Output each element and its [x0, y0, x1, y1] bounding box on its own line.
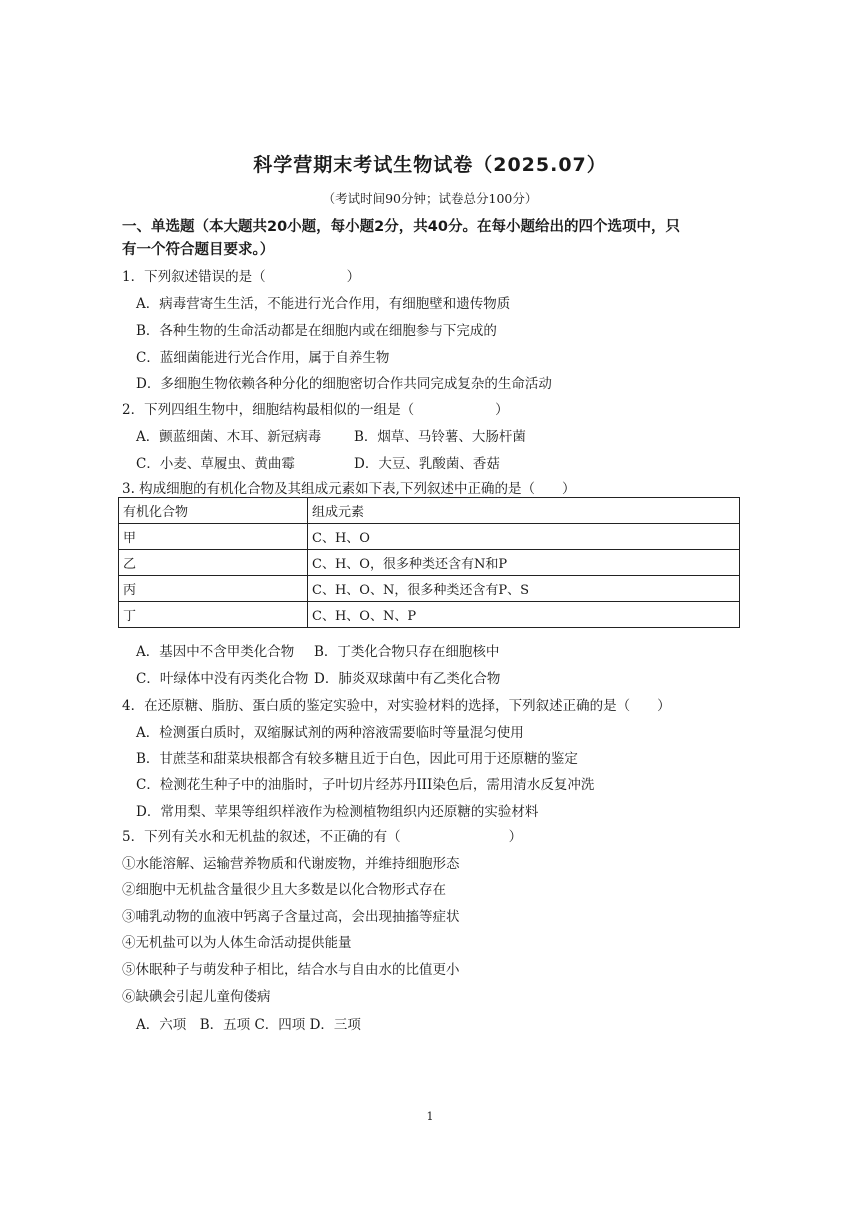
- page-number: 1: [426, 1110, 434, 1123]
- table-cell: 甲: [119, 524, 308, 550]
- question-5-statement-4: ④无机盐可以为人体生命活动提供能量: [122, 935, 352, 951]
- question-5-choices: A．六项 B．五项 C．四项 D．三项: [136, 1017, 361, 1033]
- question-4-option-b: B．甘蔗茎和甜菜块根都含有较多糖且近于白色，因此可用于还原糖的鉴定: [136, 751, 578, 767]
- question-3-option-c: C．叶绿体中没有丙类化合物: [136, 671, 309, 687]
- table-cell: C、H、O，很多种类还含有N和P: [308, 550, 740, 576]
- question-5-statement-5: ⑤休眠种子与萌发种子相比，结合水与自由水的比值更小: [122, 962, 460, 978]
- page-title: 科学营期末考试生物试卷（2025.07）: [253, 154, 607, 176]
- table-cell: 丁: [119, 602, 308, 628]
- question-4-option-a: A．检测蛋白质时，双缩脲试剂的两种溶液需要临时等量混匀使用: [136, 725, 524, 741]
- table-row: [119, 524, 740, 550]
- question-1-option-c: C．蓝细菌能进行光合作用，属于自养生物: [136, 350, 390, 366]
- question-3-option-b: B．丁类化合物只存在细胞核中: [314, 644, 500, 660]
- table-header: 有机化合物: [119, 498, 308, 524]
- question-2-option-b: B．烟草、马铃薯、大肠杆菌: [354, 429, 526, 445]
- table-row: [119, 602, 740, 628]
- question-5-statement-1: ①水能溶解、运输营养物质和代谢废物，并维持细胞形态: [122, 856, 460, 872]
- question-2-stem: 2．下列四组生物中，细胞结构最相似的一组是（ ）: [122, 402, 509, 418]
- table-row: [119, 550, 740, 576]
- question-1-stem: 1．下列叙述错误的是（ ）: [122, 269, 361, 285]
- exam-subtitle: （考试时间90分钟；试卷总分100分）: [322, 191, 538, 206]
- table-cell: C、H、O、N、P: [308, 602, 740, 628]
- table-cell: 乙: [119, 550, 308, 576]
- question-1-option-a: A．病毒营寄生生活，不能进行光合作用，有细胞壁和遗传物质: [136, 296, 511, 312]
- section-heading: 一、单选题（本大题共20小题，每小题2分，共40分。在每小题给出的四个选项中，只: [122, 219, 680, 235]
- question-5-stem: 5．下列有关水和无机盐的叙述，不正确的有（ ）: [122, 829, 523, 845]
- question-5-statement-6: ⑥缺碘会引起儿童佝偻病: [122, 989, 271, 1005]
- section-heading-cont: 有一个符合题目要求。）: [122, 242, 275, 258]
- question-4-stem: 4．在还原糖、脂肪、蛋白质的鉴定实验中，对实验材料的选择，下列叙述正确的是（ ）: [122, 698, 671, 714]
- table-cell: 丙: [119, 576, 308, 602]
- question-1-option-b: B．各种生物的生命活动都是在细胞内或在细胞参与下完成的: [136, 323, 497, 339]
- compound-table: [118, 497, 740, 628]
- table-header-row: [119, 498, 740, 524]
- table-header: 组成元素: [308, 498, 740, 524]
- table-row: [119, 576, 740, 602]
- question-5-statement-2: ②细胞中无机盐含量很少且大多数是以化合物形式存在: [122, 882, 446, 898]
- question-4-option-d: D．常用梨、苹果等组织样液作为检测植物组织内还原糖的实验材料: [136, 804, 539, 820]
- question-2-option-a: A．颤蓝细菌、木耳、新冠病毒: [136, 429, 322, 445]
- table-cell: C、H、O、N，很多种类还含有P、S: [308, 576, 740, 602]
- question-5-statement-3: ③哺乳动物的血液中钙离子含量过高，会出现抽搐等症状: [122, 909, 460, 925]
- question-3-stem: 3. 构成细胞的有机化合物及其组成元素如下表,下列叙述中正确的是（ ）: [122, 481, 576, 497]
- question-1-option-d: D．多细胞生物依赖各种分化的细胞密切合作共同完成复杂的生命活动: [136, 376, 552, 392]
- question-2-option-c: C．小麦、草履虫、黄曲霉: [136, 456, 295, 472]
- question-3-option-d: D．肺炎双球菌中有乙类化合物: [314, 671, 501, 687]
- question-4-option-c: C．检测花生种子中的油脂时，子叶切片经苏丹III染色后，需用清水反复冲洗: [136, 777, 595, 793]
- question-2-option-d: D．大豆、乳酸菌、香菇: [354, 456, 500, 472]
- question-3-option-a: A．基因中不含甲类化合物: [136, 644, 295, 660]
- table-cell: C、H、O: [308, 524, 740, 550]
